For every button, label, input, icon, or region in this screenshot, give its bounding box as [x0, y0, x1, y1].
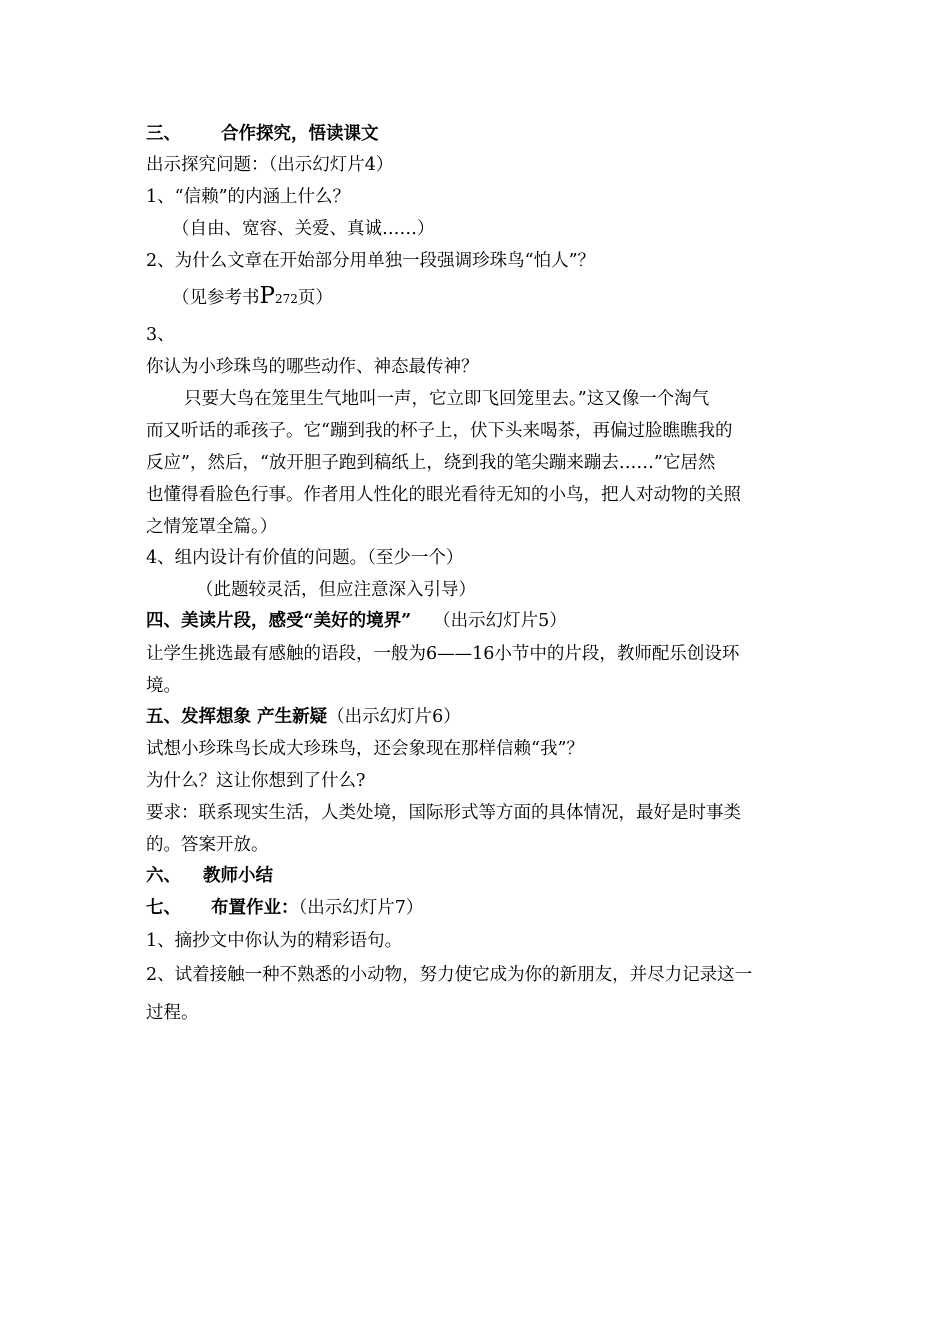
section-3-number: 三、 — [146, 124, 181, 144]
answer-2-letter: P — [259, 283, 275, 309]
homework-item-1: 1、摘抄文中你认为的精彩语句。 — [146, 931, 403, 951]
answer-2-suffix: 页） — [297, 288, 333, 308]
question-3: 你认为小珍珠鸟的哪些动作、神态最传神？ — [146, 357, 479, 377]
section-5-line: 为什么？这让你想到了什么? — [146, 771, 366, 791]
section-6-heading — [146, 864, 273, 888]
section-7-number: 七、 — [146, 898, 181, 918]
section-4-note: （出示幻灯片5） — [433, 611, 567, 631]
question-4: 4、组内设计有价值的问题。（至少一个） — [146, 548, 464, 568]
homework-item-2-line: 2、试着接触一种不熟悉的小动物，努力使它成为你的新朋友，并尽力记录这一 — [146, 965, 753, 985]
question-1: 1、“信赖”的内涵上什么？ — [146, 187, 351, 207]
section-3-title: 合作探究，悟读课文 — [221, 124, 379, 144]
section-6-number: 六、 — [146, 866, 181, 886]
section-5-note: （出示幻灯片6） — [327, 707, 461, 727]
section-5-line: 试想小珍珠鸟长成大珍珠鸟，还会象现在那样信赖“我”？ — [146, 739, 584, 759]
section-7-note: （出示幻灯片7） — [298, 898, 424, 918]
answer-2-page: 272 — [274, 292, 298, 306]
answer-3-line: 反应”，然后，“放开胆子跑到稿纸上，绕到我的笔尖蹦来蹦去……”它居然 — [146, 453, 716, 473]
answer-2 — [172, 284, 333, 311]
section-5-line: 的。答案开放。 — [146, 835, 269, 855]
answer-3-line: 之情笼罩全篇。） — [146, 517, 278, 537]
section-7-heading — [146, 896, 423, 920]
section-4-body-line: 让学生挑选最有感触的语段，一般为6——16小节中的片段，教师配乐创设环 — [146, 644, 740, 664]
answer-3-line: 而又听话的乖孩子。它“蹦到我的杯子上，伏下头来喝茶，再偏过脸瞧瞧我的 — [146, 421, 733, 441]
section-7-title: 布置作业： — [211, 898, 299, 918]
section-5-line: 要求：联系现实生活，人类处境，国际形式等方面的具体情况，最好是时事类 — [146, 803, 741, 823]
section-6-title: 教师小结 — [203, 866, 273, 886]
answer-2-prefix: （见参考书 — [172, 288, 260, 308]
section-5-title: 五、发挥想象 产生新疑 — [146, 707, 328, 727]
section-4-body-line: 境。 — [146, 676, 181, 696]
section-3-heading — [146, 122, 379, 146]
homework-item-2-line: 过程。 — [146, 1003, 199, 1023]
answer-4: （此题较灵活，但应注意深入引导） — [196, 580, 476, 600]
answer-3-line: 也懂得看脸色行事。作者用人性化的眼光看待无知的小鸟，把人对动物的关照 — [146, 485, 741, 505]
section-3-intro: 出示探究问题：（出示幻灯片4） — [146, 155, 394, 175]
answer-3-line: 只要大鸟在笼里生气地叫一声，它立即飞回笼里去。”这又像一个淘气 — [184, 389, 710, 409]
question-2: 2、为什么文章在开始部分用单独一段强调珍珠鸟“怕人”？ — [146, 251, 596, 271]
answer-1: （自由、宽容、关爱、真诚……） — [172, 219, 435, 239]
section-5-heading — [146, 705, 461, 729]
section-4-title: 四、美读片段，感受“美好的境界” — [146, 611, 412, 631]
question-3-number: 3、 — [146, 325, 175, 345]
section-4-heading — [146, 609, 567, 633]
